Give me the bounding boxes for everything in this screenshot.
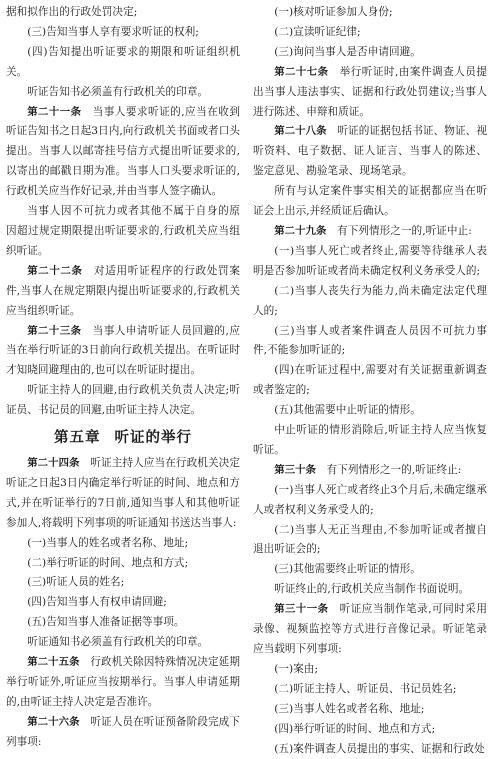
chapter-title: 听证的举行 xyxy=(114,430,192,447)
article-paragraph xyxy=(253,63,487,123)
article-paragraph xyxy=(6,103,240,203)
body-paragraph: (五)其他需要中止听证的情形。 xyxy=(274,404,421,417)
body-paragraph: (三)当事人姓名或者名称、地址; xyxy=(274,702,425,715)
body-paragraph: (二)宣读听证纪律; xyxy=(274,25,361,38)
article-text: 听证主持人应当在行政机关决定听证之日起3日内确定举行听证的时间、地点和方式,并在听证举行的7日前,通知当事人和其他听证参加人,将载明下列事项的听证通知书送达当事人: xyxy=(6,457,240,529)
body-paragraph: (二)举行听证的时间、地点和方式; xyxy=(27,556,189,569)
article-number: 第二十一条 xyxy=(27,105,82,118)
article-paragraph xyxy=(253,600,487,660)
article-number: 第二十八条 xyxy=(274,125,327,138)
body-paragraph: (四)告知提出听证要求的期限和听证组织机关。 xyxy=(6,45,240,78)
body-paragraph: (三)告知当事人享有要求听证的权利; xyxy=(27,25,199,38)
body-paragraph: (二)当事人丧失行为能力,尚未确定法定代理人的; xyxy=(253,284,487,317)
body-paragraph: 据和拟作出的行政处罚决定; xyxy=(6,6,138,18)
right-column xyxy=(253,3,487,759)
article-paragraph xyxy=(6,713,240,753)
body-paragraph: (四)举行听证的时间、地点和方式; xyxy=(274,722,436,735)
body-paragraph: 听证主持人的回避,由行政机关负责人决定;听证员、书记员的回避,由听证主持人决定。 xyxy=(6,384,240,417)
body-paragraph: (三)询问当事人是否申请回避。 xyxy=(274,45,421,58)
article-paragraph xyxy=(6,322,240,382)
article-text: 当事人申请听证人员回避的,应当在举行听证的3日前向行政机关提出。在听证时才知晓回避理由的,也可以在听证时提出。 xyxy=(6,324,240,377)
article-text: 对适用听证程序的行政处罚案件,当事人在规定期限内提出听证要求的,行政机关应当组织听证。 xyxy=(6,264,240,317)
article-number: 第二十九条 xyxy=(274,224,327,237)
body-paragraph: (一)核对听证参加人身份; xyxy=(274,6,393,18)
body-paragraph: (二)听证主持人、听证员、书记员姓名; xyxy=(274,682,457,695)
chapter-heading xyxy=(6,426,240,450)
article-text: 听证人员在听证预备阶段完成下列事项: xyxy=(6,715,240,748)
body-paragraph: 所有与认定案件事实相关的证据都应当在听证会上出示,并经质证后确认。 xyxy=(253,185,487,218)
body-paragraph: (五)案件调查人员提出的事实、证据和行政处 xyxy=(274,742,485,755)
body-paragraph: (三)其他需要终止听证的情形。 xyxy=(274,563,421,576)
article-number: 第三十条 xyxy=(274,463,316,476)
body-paragraph: (三)听证人员的姓名; xyxy=(27,576,125,589)
article-text: 当事人要求听证的,应当在收到听证告知书之日起3日内,向行政机关书面或者口头提出。当事人以邮寄挂号信方式提出听证要求的,以寄出的邮戳日期为准。当事人口头要求听证的,行政机关应当作好记录,并由当事人签字确认。 xyxy=(6,105,240,198)
left-column xyxy=(6,3,240,753)
body-paragraph: (一)当事人的姓名或者名称、地址; xyxy=(27,536,189,549)
article-number: 第二十七条 xyxy=(274,65,329,78)
article-number: 第二十四条 xyxy=(27,457,80,470)
body-paragraph: (四)在听证过程中,需要对有关证据重新调查或者鉴定的; xyxy=(253,364,487,397)
article-paragraph xyxy=(253,222,487,242)
article-paragraph xyxy=(6,454,240,534)
body-paragraph: (四)告知当事人有权申请回避; xyxy=(27,596,167,609)
article-text: 举行听证时,由案件调查人员提出当事人违法事实、证据和行政处罚建议;当事人进行陈述、申辩和质证。 xyxy=(253,65,487,118)
article-number: 第二十六条 xyxy=(27,715,80,728)
body-paragraph: (五)告知当事人准备证据等事项。 xyxy=(27,616,185,629)
body-paragraph: (一)案由; xyxy=(274,662,319,675)
chapter-number: 第五章 xyxy=(54,430,101,447)
article-paragraph xyxy=(253,461,487,481)
body-paragraph: (二)当事人无正当理由,不参加听证或者擅自退出听证会的; xyxy=(253,523,487,556)
body-paragraph: (一)当事人死亡或者终止,需要等待继承人表明是否参加听证或者尚未确定权利义务承受人的; xyxy=(253,244,487,277)
article-number: 第二十五条 xyxy=(27,656,80,669)
body-paragraph: 中止听证的情形消除后,听证主持人应当恢复听证。 xyxy=(253,424,487,456)
article-number: 第三十一条 xyxy=(274,603,329,616)
article-paragraph xyxy=(6,653,240,713)
article-text: 听证的证据包括书证、物证、视听资料、电子数据、证人证言、当事人的陈述、鉴定意见、勘验笔录、现场笔录。 xyxy=(253,125,487,178)
article-text: 行政机关除因特殊情况决定延期举行听证外,听证应当按期举行。当事人申请延期的,由听证主持人决定是否准许。 xyxy=(6,656,240,708)
body-paragraph: 听证告知书必须盖有行政机关的印章。 xyxy=(27,85,209,98)
body-paragraph: 听证终止的,行政机关应当制作书面说明。 xyxy=(274,583,470,596)
article-number: 第二十二条 xyxy=(27,264,83,277)
article-text: 有下列情形之一的,听证中止: xyxy=(337,224,472,237)
article-text: 听证应当制作笔录,可同时采用录像、视频监控等方式进行音像记录。听证笔录应当载明下列事项: xyxy=(253,603,487,655)
article-paragraph xyxy=(6,262,240,322)
article-text: 有下列情形之一的,听证终止: xyxy=(326,463,462,476)
body-paragraph: 听证通知书必须盖有行政机关的印章。 xyxy=(27,636,209,649)
article-paragraph xyxy=(253,122,487,182)
body-paragraph: 当事人因不可抗力或者其他不属于自身的原因超过规定期限提出听证要求的,行政机关应当组织听证。 xyxy=(6,205,240,257)
body-paragraph: (三)当事人或者案件调查人员因不可抗力事件,不能参加听证的; xyxy=(253,324,487,357)
body-paragraph: (一)当事人死亡或者终止3个月后,未确定继承人或者权利义务承受人的; xyxy=(253,483,487,516)
article-number: 第二十三条 xyxy=(27,324,82,337)
